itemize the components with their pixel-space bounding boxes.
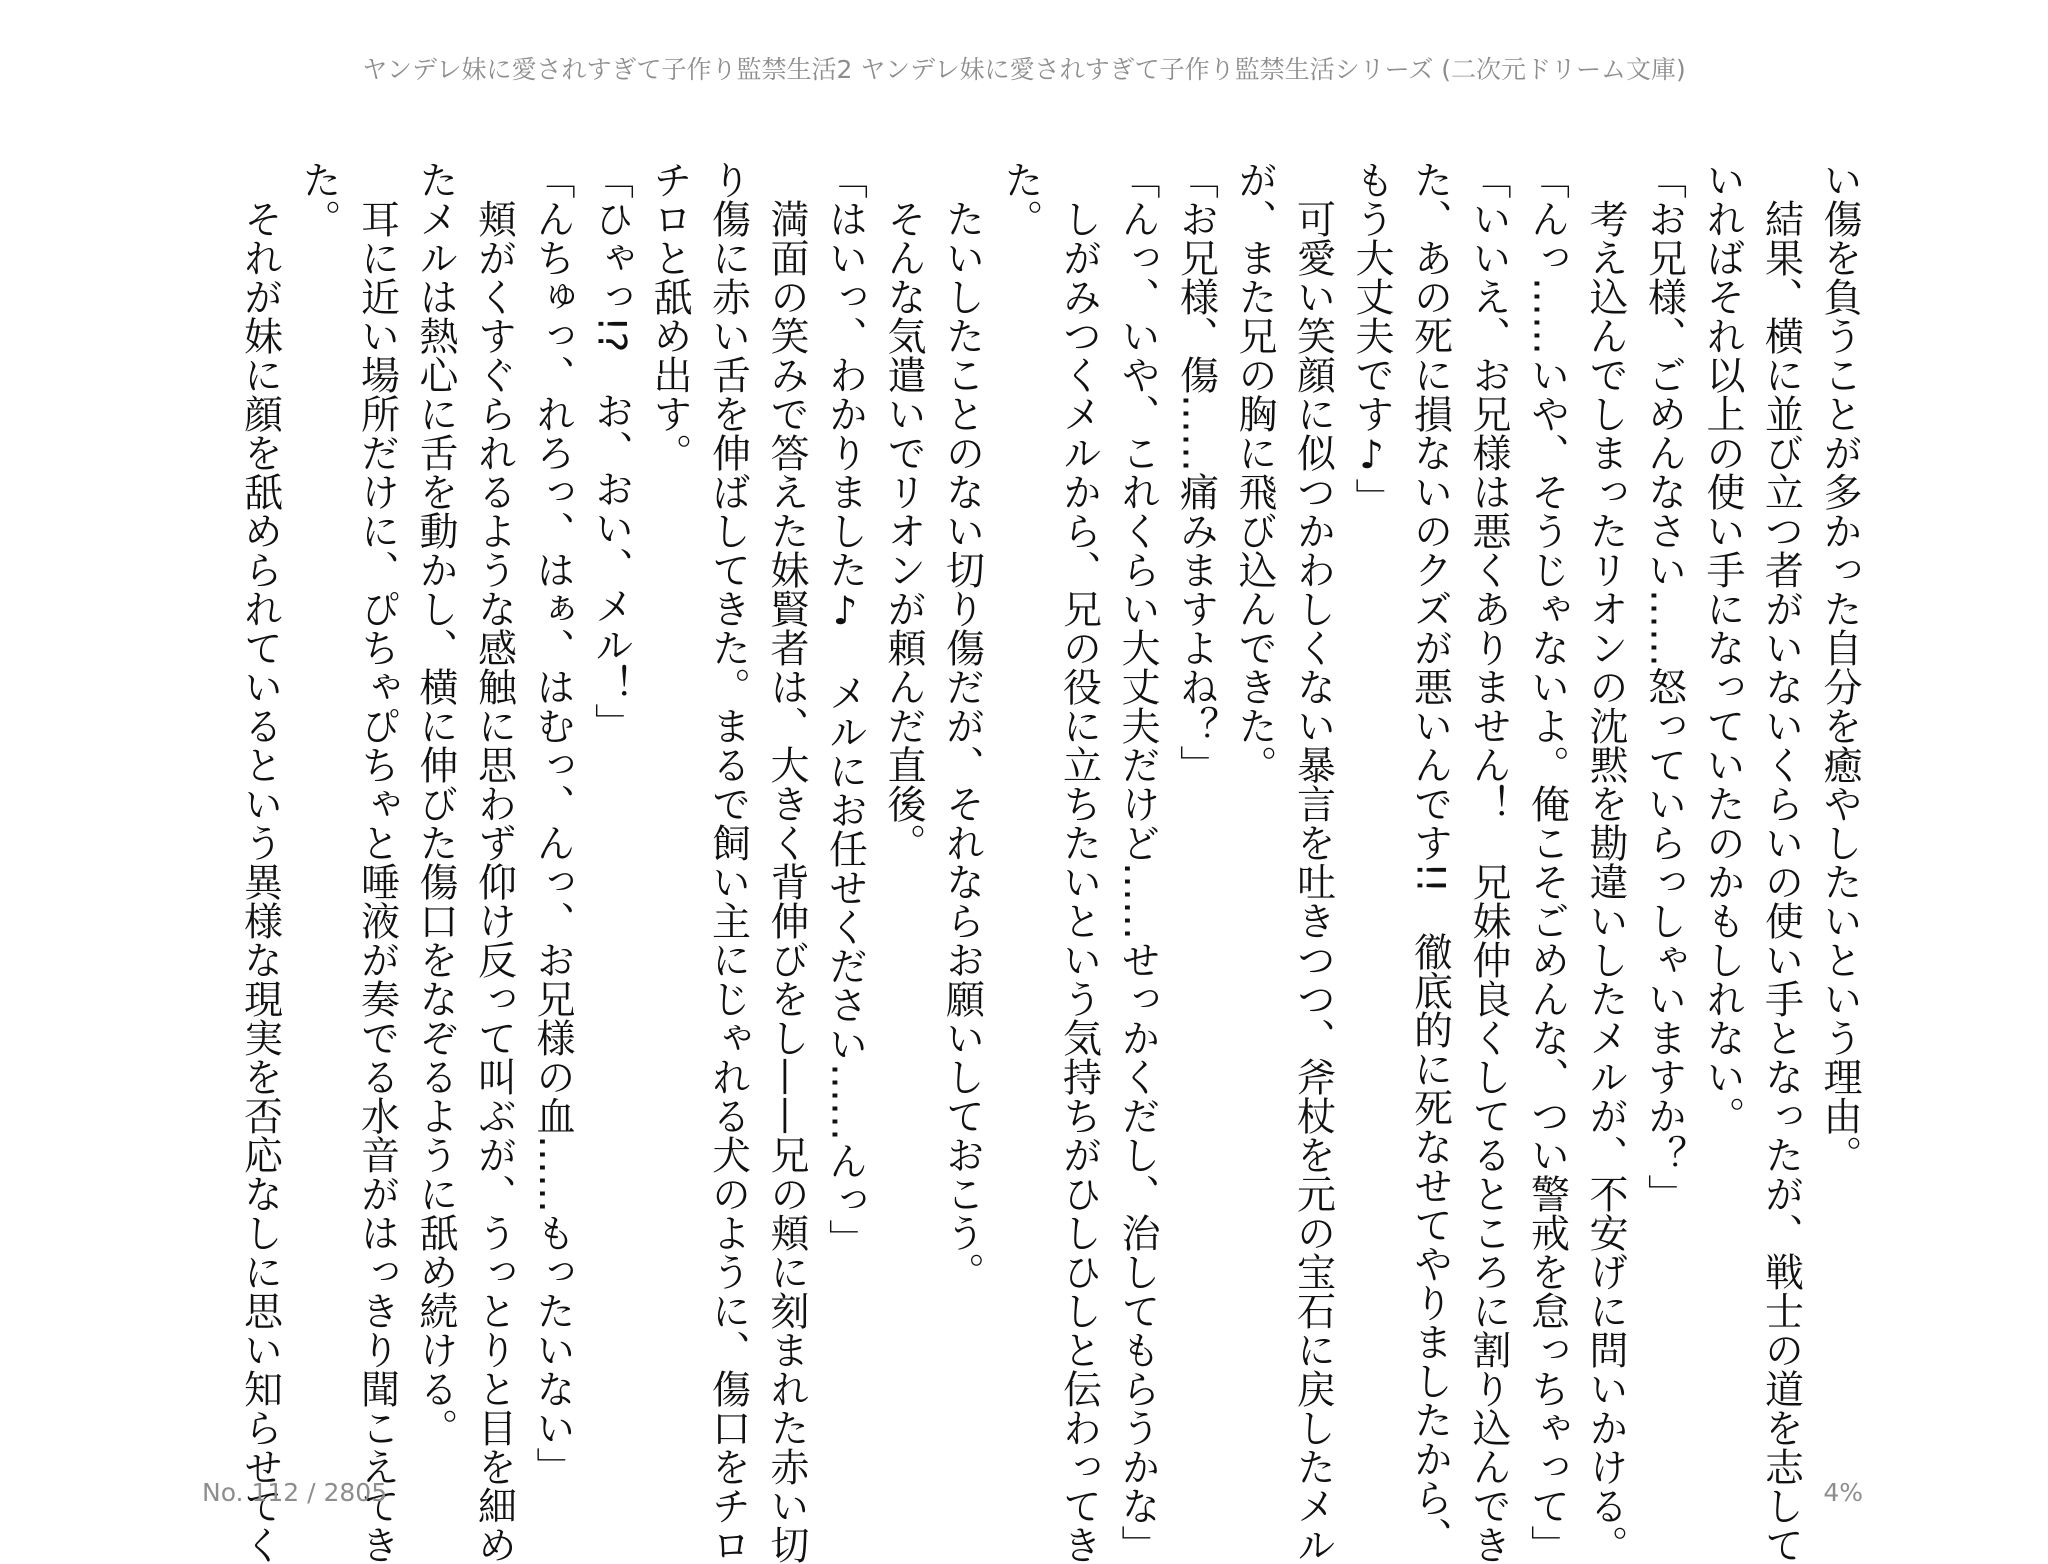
text-line: たメルは熱心に舌を動かし、横に伸びた傷口をなぞるように舐め続ける。 bbox=[413, 160, 458, 1447]
text-line: 「いいえ、お兄様は悪くありません！ 兄妹仲良くしてるところに割り込んでき bbox=[1466, 160, 1511, 1564]
text-line: 結果、横に並び立つ者がいないくらいの使い手となったが、戦士の道を志して bbox=[1758, 160, 1804, 1564]
book-title: ヤンデレ妹に愛されすぎて子作り監禁生活2 ヤンデレ妹に愛されすぎて子作り監禁生活シリーズ (二次元ドリーム文庫) bbox=[362, 55, 1686, 84]
text-line: そんな気遣いでリオンが頼んだ直後。 bbox=[881, 160, 926, 862]
text-line: たいしたことのない切り傷だが、それならお願いしておこう。 bbox=[939, 160, 985, 1291]
text-line: 考え込んでしまったリオンの沈黙を勘違いしたメルが、不安げに問いかける。 bbox=[1583, 160, 1628, 1564]
text-line: た。 bbox=[998, 160, 1043, 238]
text-line: それが妹に顔を舐められているという異様な現実を否応なしに思い知らせてく bbox=[237, 160, 283, 1564]
text-line: いればそれ以上の使い手になっていたのかもしれない。 bbox=[1700, 160, 1745, 1135]
text-line: が、また兄の胸に飛び込んできた。 bbox=[1232, 160, 1277, 784]
text-line: 頬がくすぐられるような感触に思わず仰け反って叫ぶが、うっとりと目を細め bbox=[471, 160, 517, 1564]
text-line: 「お兄様、ごめんなさい……怒っていらっしゃいますか？」 bbox=[1641, 160, 1687, 1213]
text-line: チロと舐め出す。 bbox=[647, 160, 692, 472]
text-line: もう大丈夫です♪」 bbox=[1349, 160, 1394, 517]
text-line: た。 bbox=[296, 160, 341, 238]
text-line: 「お兄様、傷……痛みますよね？」 bbox=[1173, 160, 1219, 784]
reading-location: No. 112 / 2805 bbox=[202, 1478, 388, 1507]
text-line: 可愛い笑顔に似つかわしくない暴言を吐きつつ、斧杖を元の宝石に戻したメル bbox=[1290, 160, 1336, 1564]
text-line: 「ひゃっ!? お、おい、メル！」 bbox=[588, 160, 634, 743]
reading-progress-percent: 4% bbox=[1823, 1478, 1863, 1507]
text-line: 「んっ……いや、そうじゃないよ。俺こそごめんな、つい警戒を怠っちゃって」 bbox=[1524, 160, 1570, 1564]
text-line: い傷を負うことが多かった自分を癒やしたいという理由。 bbox=[1817, 160, 1862, 1174]
text-line: り傷に赤い舌を伸ばしてきた。まるで飼い主にじゃれる犬のように、傷口をチロ bbox=[705, 160, 751, 1564]
text-line: 「んっ、いや、これくらい大丈夫だけど……せっかくだし、治してもらうかな」 bbox=[1115, 160, 1160, 1564]
text-line: 「はいっ、わかりました♪ メルにお任せください……んっ」 bbox=[822, 160, 868, 1258]
text-line: 耳に近い場所だけに、ぴちゃぴちゃと唾液が奏でる水音がはっきり聞こえてき bbox=[354, 160, 400, 1564]
text-line: 「んちゅっ、れろっ、はぁ、はむっ、んっ、お兄様の血……もったいない」 bbox=[530, 160, 575, 1486]
text-line: しがみつくメルから、兄の役に立ちたいという気持ちがひしひしと伝わってき bbox=[1056, 160, 1102, 1564]
text-line: 満面の笑みで答えた妹賢者は、大きく背伸びをし——兄の頬に刻まれた赤い切 bbox=[764, 160, 809, 1564]
text-line: た、あの死に損ないのクズが悪いんです!! 徹底的に死なせてやりましたから、 bbox=[1407, 160, 1453, 1557]
